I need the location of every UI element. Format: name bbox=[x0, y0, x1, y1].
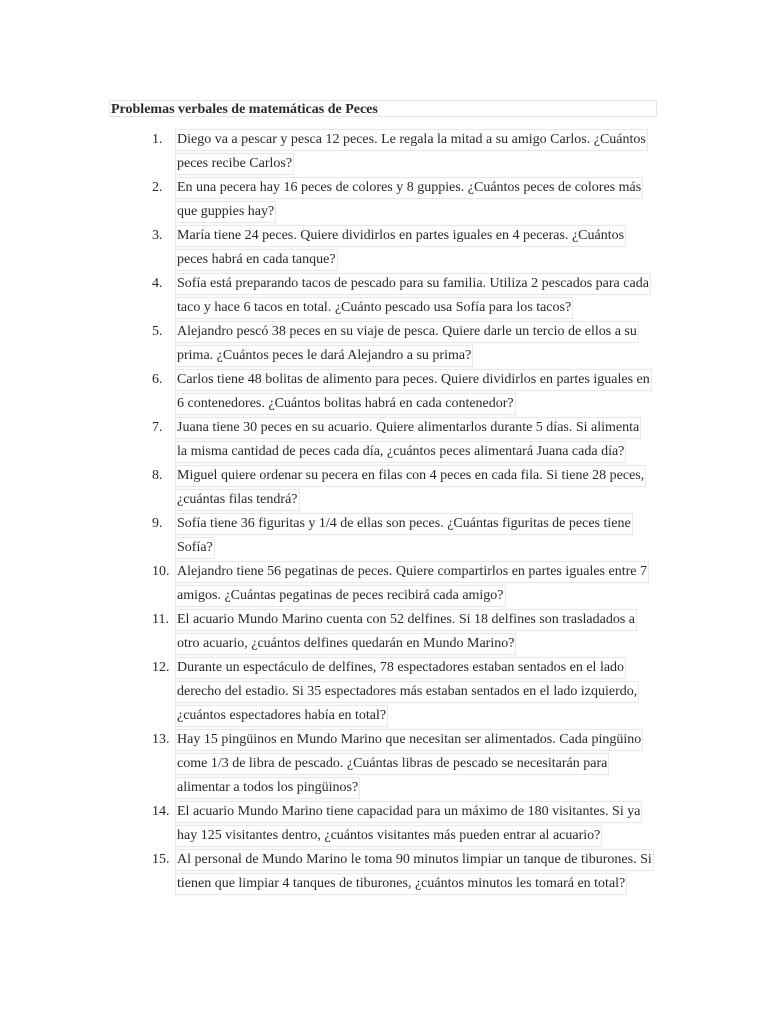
problem-text-line: tienen que limpiar 4 tanques de tiburones, ¿cuántos minutos les tomará en total? bbox=[175, 873, 627, 895]
problem-text bbox=[175, 176, 659, 224]
problem-text-line: Sofía? bbox=[175, 537, 215, 559]
problem-text-line: la misma cantidad de peces cada día, ¿cuántos peces alimentará Juana cada día? bbox=[175, 441, 626, 463]
problem-text-line: El acuario Mundo Marino tiene capacidad para un máximo de 180 visitantes. Si ya bbox=[175, 801, 642, 823]
problem-text bbox=[175, 416, 659, 464]
problem-item bbox=[152, 320, 659, 368]
problem-number: 11. bbox=[152, 612, 169, 627]
problem-text-line: peces habrá en cada tanque? bbox=[175, 249, 338, 271]
problem-text-line: Carlos tiene 48 bolitas de alimento para peces. Quiere dividirlos en partes iguales en bbox=[175, 369, 652, 391]
problem-item bbox=[152, 560, 659, 608]
problem-text-line: ¿cuántas filas tendrá? bbox=[175, 489, 300, 511]
problem-text-line: Hay 15 pingüinos en Mundo Marino que necesitan ser alimentados. Cada pingüino bbox=[175, 729, 643, 751]
problem-text bbox=[175, 224, 659, 272]
problem-number: 8. bbox=[152, 468, 163, 483]
problem-text-line: alimentar a todos los pingüinos? bbox=[175, 777, 360, 799]
problem-text-line: come 1/3 de libra de pescado. ¿Cuántas libras de pescado se necesitarán para bbox=[175, 753, 609, 775]
problem-text-line: taco y hace 6 tacos en total. ¿Cuánto pescado usa Sofía para los tacos? bbox=[175, 297, 573, 319]
problem-text-line: María tiene 24 peces. Quiere dividirlos en partes iguales en 4 peceras. ¿Cuántos bbox=[175, 225, 626, 247]
problem-number: 13. bbox=[152, 732, 170, 747]
problem-item bbox=[152, 176, 659, 224]
problem-text-line: que guppies hay? bbox=[175, 201, 276, 223]
problem-text-line: Alejandro tiene 56 pegatinas de peces. Quiere compartirlos en partes iguales entre 7 bbox=[175, 561, 649, 583]
problem-text bbox=[175, 608, 659, 656]
problem-text-line: peces recibe Carlos? bbox=[175, 153, 294, 175]
problem-number: 12. bbox=[152, 660, 170, 675]
problem-number: 1. bbox=[152, 132, 163, 147]
problem-text bbox=[175, 464, 659, 512]
problem-item bbox=[152, 728, 659, 800]
problem-number: 6. bbox=[152, 372, 163, 387]
problem-text-line: 6 contenedores. ¿Cuántos bolitas habrá en cada contenedor? bbox=[175, 393, 516, 415]
problem-item bbox=[152, 656, 659, 728]
problem-item bbox=[152, 416, 659, 464]
problem-text-line: Al personal de Mundo Marino le toma 90 minutos limpiar un tanque de tiburones. Si bbox=[175, 849, 654, 871]
problem-number: 7. bbox=[152, 420, 163, 435]
problem-text-line: Sofía está preparando tacos de pescado para su familia. Utiliza 2 pescados para cada bbox=[175, 273, 651, 295]
problem-text-line: Sofía tiene 36 figuritas y 1/4 de ellas son peces. ¿Cuántas figuritas de peces tiene bbox=[175, 513, 633, 535]
problem-item bbox=[152, 512, 659, 560]
problem-text-line: prima. ¿Cuántos peces le dará Alejandro a su prima? bbox=[175, 345, 473, 367]
problem-number: 15. bbox=[152, 852, 170, 867]
problem-text-line: Juana tiene 30 peces en su acuario. Quiere alimentarlos durante 5 días. Si alimenta bbox=[175, 417, 641, 439]
problem-text bbox=[175, 848, 659, 896]
problem-text bbox=[175, 728, 659, 800]
problem-item bbox=[152, 464, 659, 512]
problem-item bbox=[152, 800, 659, 848]
document-title: Problemas verbales de matemáticas de Peces bbox=[109, 100, 657, 117]
problem-text-line: hay 125 visitantes dentro, ¿cuántos visitantes más pueden entrar al acuario? bbox=[175, 825, 602, 847]
problem-number: 2. bbox=[152, 180, 163, 195]
problem-list bbox=[152, 128, 659, 896]
problem-item bbox=[152, 128, 659, 176]
problem-text-line: Miguel quiere ordenar su pecera en filas con 4 peces en cada fila. Si tiene 28 peces, bbox=[175, 465, 646, 487]
problem-text-line: El acuario Mundo Marino cuenta con 52 delfines. Si 18 delfines son trasladados a bbox=[175, 609, 637, 631]
problem-number: 9. bbox=[152, 516, 163, 531]
problem-number: 5. bbox=[152, 324, 163, 339]
problem-text-line: Durante un espectáculo de delfines, 78 espectadores estaban sentados en el lado bbox=[175, 657, 626, 679]
problem-text bbox=[175, 512, 659, 560]
problem-text-line: En una pecera hay 16 peces de colores y 8 guppies. ¿Cuántos peces de colores más bbox=[175, 177, 643, 199]
problem-item bbox=[152, 368, 659, 416]
problem-number: 4. bbox=[152, 276, 163, 291]
problem-text-line: otro acuario, ¿cuántos delfines quedarán en Mundo Marino? bbox=[175, 633, 516, 655]
problem-text bbox=[175, 128, 659, 176]
problem-text bbox=[175, 656, 659, 728]
problem-text bbox=[175, 368, 659, 416]
problem-item bbox=[152, 224, 659, 272]
problem-text-line: Alejandro pescó 38 peces en su viaje de pesca. Quiere darle un tercio de ellos a su bbox=[175, 321, 639, 343]
problem-number: 3. bbox=[152, 228, 163, 243]
problem-item bbox=[152, 608, 659, 656]
problem-text bbox=[175, 320, 659, 368]
problem-number: 14. bbox=[152, 804, 170, 819]
problem-text-line: ¿cuántos espectadores había en total? bbox=[175, 705, 388, 727]
problem-number: 10. bbox=[152, 564, 170, 579]
problem-text bbox=[175, 800, 659, 848]
problem-text-line: amigos. ¿Cuántas pegatinas de peces recibirá cada amigo? bbox=[175, 585, 506, 607]
problem-item bbox=[152, 848, 659, 896]
problem-item bbox=[152, 272, 659, 320]
problem-text-line: Diego va a pescar y pesca 12 peces. Le regala la mitad a su amigo Carlos. ¿Cuántos bbox=[175, 129, 648, 151]
problem-text-line: derecho del estadio. Si 35 espectadores más estaban sentados en el lado izquierdo, bbox=[175, 681, 639, 703]
problem-text bbox=[175, 272, 659, 320]
problem-text bbox=[175, 560, 659, 608]
